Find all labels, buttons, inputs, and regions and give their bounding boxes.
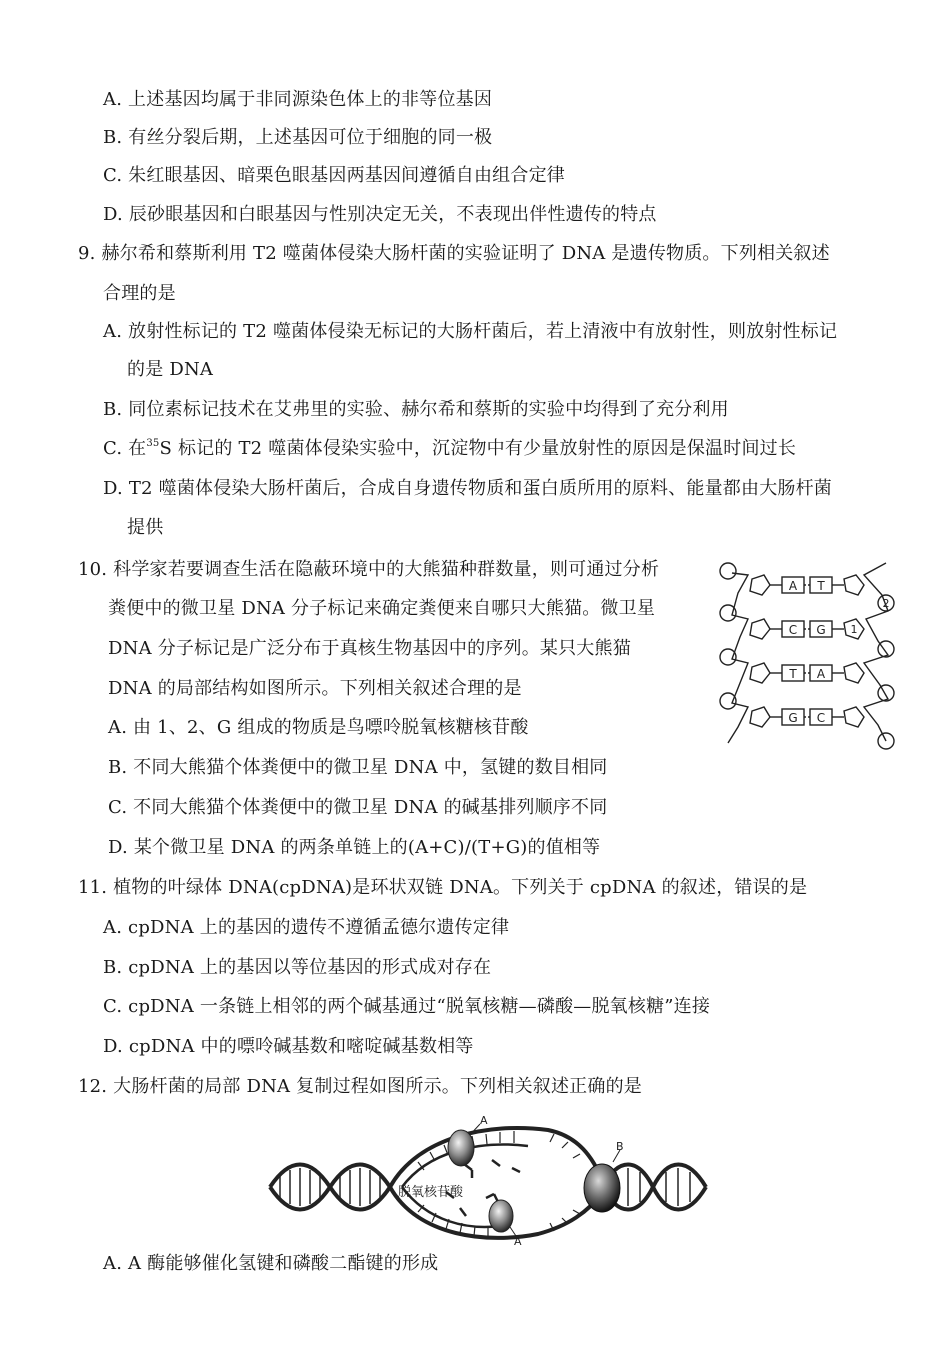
q10-option-b: B. 不同大熊猫个体粪便中的微卫星 DNA 中，氢键的数目相同 — [108, 757, 608, 778]
q9-option-c — [103, 437, 796, 461]
q9-option-c-text: S 标记的 T2 噬菌体侵染实验中，沉淀物中有少量放射性的原因是保温时间过长 — [159, 438, 797, 459]
label-2: 2 — [882, 597, 890, 610]
q9-option-a-line2: 的是 DNA — [127, 359, 214, 380]
q8-option-b: B. 有丝分裂后期，上述基因可位于细胞的同一极 — [103, 127, 493, 148]
enzyme-a-top — [448, 1130, 474, 1166]
q10-stem-line4: DNA 的局部结构如图所示。下列相关叙述合理的是 — [108, 678, 522, 699]
q8-option-a: A. 上述基因均属于非同源染色体上的非等位基因 — [103, 89, 493, 110]
base-pair-2-right: G — [816, 623, 826, 637]
q11-option-a: A. cpDNA 上的基因的遗传不遵循孟德尔遗传定律 — [103, 917, 510, 938]
q9-option-d-line1: D. T2 噬菌体侵染大肠杆菌后，合成自身遗传物质和蛋白质所用的原料、能量都由大肠杆菌 — [103, 478, 833, 499]
enzyme-b — [584, 1164, 620, 1212]
base-pair-1-left: A — [788, 579, 798, 593]
base-pair-2-left: C — [788, 623, 798, 637]
q11-option-b: B. cpDNA 上的基因以等位基因的形式成对存在 — [103, 957, 492, 978]
q10-stem-line3: DNA 分子标记是广泛分布于真核生物基因中的序列。某只大熊猫 — [108, 638, 631, 659]
base-pair-3-right: A — [816, 667, 826, 681]
base-pair-4-left: G — [788, 711, 798, 725]
dna-structure-diagram — [718, 555, 898, 755]
q10-option-a: A. 由 1、2、G 组成的物质是鸟嘌呤脱氧核糖核苷酸 — [108, 717, 529, 738]
q11-option-d: D. cpDNA 中的嘌呤碱基数和嘧啶碱基数相等 — [103, 1036, 474, 1057]
q12-stem: 12. 大肠杆菌的局部 DNA 复制过程如图所示。下列相关叙述正确的是 — [78, 1076, 642, 1097]
q10-option-d: D. 某个微卫星 DNA 的两条单链上的(A+C)/(T+G)的值相等 — [108, 837, 601, 858]
q8-option-d: D. 辰砂眼基因和白眼基因与性别决定无关，不表现出伴性遗传的特点 — [103, 204, 657, 225]
q9-option-c-prefix: C. 在 — [103, 438, 147, 459]
q9-option-a-line1: A. 放射性标记的 T2 噬菌体侵染无标记的大肠杆菌后，若上清液中有放射性，则放射性标记 — [103, 321, 838, 342]
label-enzyme-a-bottom: A — [514, 1235, 522, 1247]
q9-option-d-line2: 提供 — [127, 517, 164, 538]
q10-stem-line1: 10. 科学家若要调查生活在隐蔽环境中的大熊猫种群数量，则可通过分析 — [78, 559, 660, 580]
q8-option-c: C. 朱红眼基因、暗栗色眼基因两基因间遵循自由组合定律 — [103, 165, 565, 186]
enzyme-a-bottom — [489, 1200, 513, 1232]
base-pair-4-right: C — [816, 711, 826, 725]
q10-stem-line2: 粪便中的微卫星 DNA 分子标记来确定粪便来自哪只大熊猫。微卫星 — [108, 598, 656, 619]
q9-stem-line2: 合理的是 — [103, 283, 176, 304]
label-deoxynucleotide: 脱氧核苷酸 — [398, 1185, 464, 1200]
q10-option-c: C. 不同大熊猫个体粪便中的微卫星 DNA 的碱基排列顺序不同 — [108, 797, 608, 818]
dna-replication-diagram — [268, 1112, 708, 1247]
q11-option-c: C. cpDNA 一条链上相邻的两个碱基通过“脱氧核糖—磷酸—脱氧核糖”连接 — [103, 996, 711, 1017]
q9-option-b: B. 同位素标记技术在艾弗里的实验、赫尔希和蔡斯的实验中均得到了充分利用 — [103, 399, 729, 420]
label-1: 1 — [850, 623, 858, 636]
base-pair-3-left: T — [789, 667, 797, 681]
label-enzyme-a-top: A — [480, 1114, 488, 1127]
q9-stem-line1: 9. 赫尔希和蔡斯利用 T2 噬菌体侵染大肠杆菌的实验证明了 DNA 是遗传物质。下列相关叙述 — [78, 243, 830, 264]
isotope-superscript: 35 — [146, 438, 160, 449]
q11-stem: 11. 植物的叶绿体 DNA(cpDNA)是环状双链 DNA。下列关于 cpDNA 的叙述，错误的是 — [78, 877, 808, 898]
q12-option-a: A. A 酶能够催化氢键和磷酸二酯键的形成 — [103, 1253, 439, 1274]
label-enzyme-b: B — [616, 1140, 624, 1153]
base-pair-1-right: T — [817, 579, 825, 593]
